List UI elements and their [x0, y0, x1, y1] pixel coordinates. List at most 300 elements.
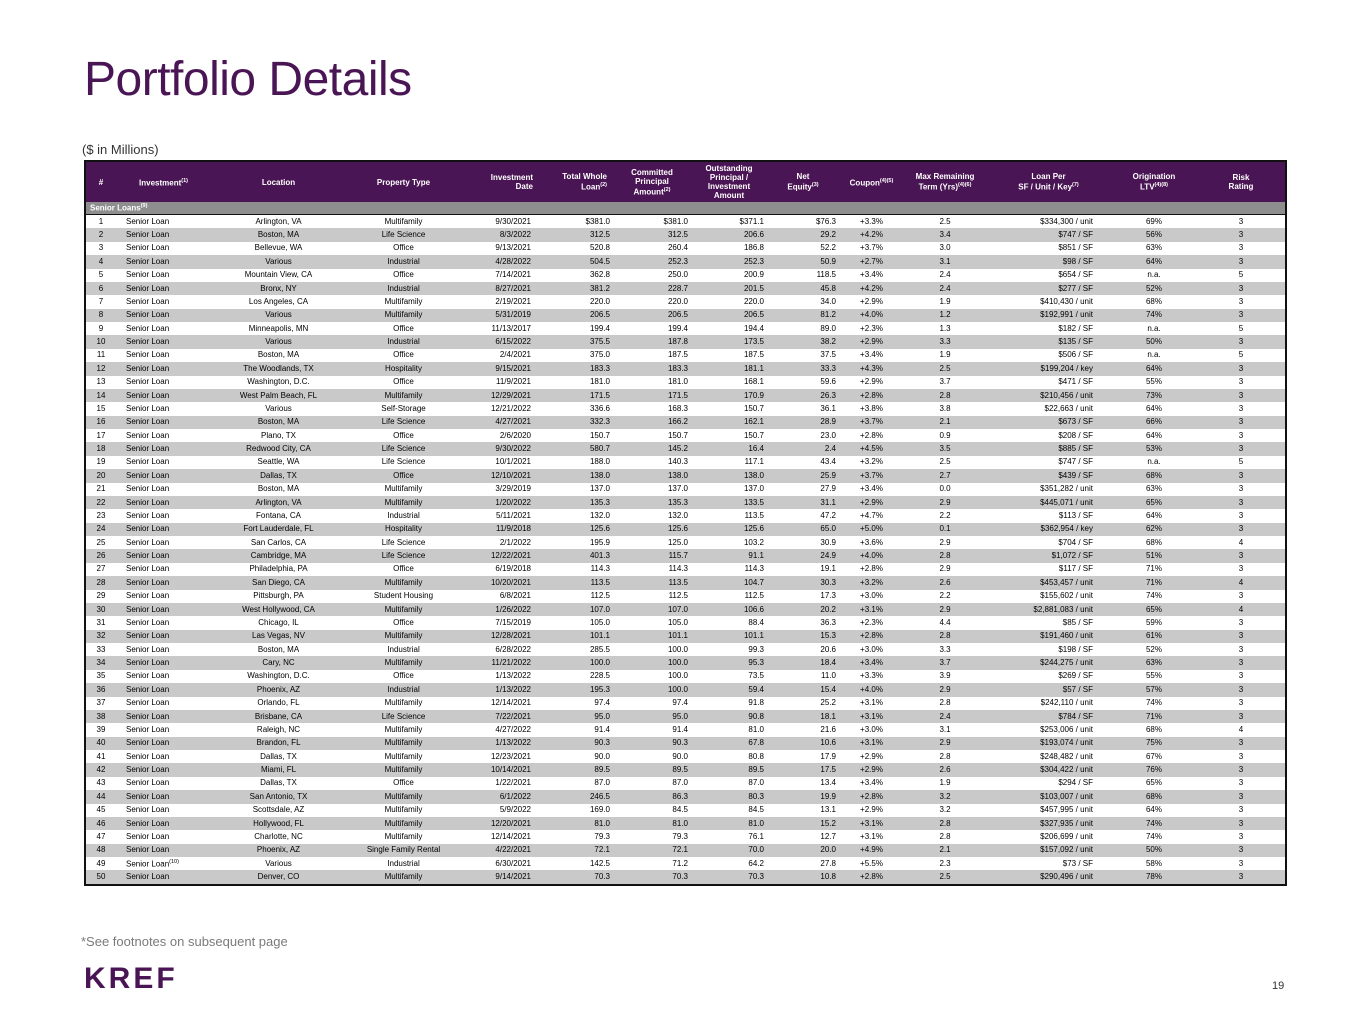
coupon-cell: +5.0%	[839, 523, 904, 536]
origination-ltv-cell: 74%	[1111, 817, 1197, 830]
coupon-cell: +4.2%	[839, 282, 904, 295]
row-number: 43	[96, 778, 106, 788]
loan-per-cell: $22,663 / unit	[1044, 403, 1093, 413]
property-type-cell: Office	[393, 323, 414, 333]
table-row	[86, 656, 1285, 669]
coupon-cell: +3.0%	[860, 591, 883, 601]
table-row	[86, 590, 1285, 603]
total-whole-loan-cell: 138.0	[541, 469, 613, 482]
investment-date-cell: 1/26/2022	[461, 603, 541, 616]
row-number: 11	[96, 350, 106, 360]
table-row	[86, 670, 1285, 683]
investment-cell: Senior Loan	[116, 442, 211, 455]
location-cell: Boston, MA	[211, 416, 346, 429]
committed-principal-cell: 100.0	[613, 656, 691, 669]
committed-principal-cell: 145.2	[613, 442, 691, 455]
property-type-cell: Office	[393, 671, 414, 681]
loan-per-cell: $113 / SF	[1058, 510, 1093, 520]
max-term-cell: 2.6	[904, 576, 986, 589]
risk-rating-cell: 3	[1197, 549, 1285, 562]
investment-date-cell: 12/28/2021	[461, 630, 541, 643]
total-whole-loan-cell: 206.5	[541, 309, 613, 322]
property-type-cell: Multifamily	[384, 751, 423, 761]
property-type-cell: Student Housing	[373, 591, 434, 601]
header-property-type: Property Type	[346, 162, 461, 202]
loan-per-cell: $704 / SF	[1058, 537, 1093, 547]
location-cell: Washington, D.C.	[247, 377, 310, 387]
investment-cell: Senior Loan	[126, 510, 170, 520]
outstanding-principal-cell: 76.1	[748, 831, 764, 841]
outstanding-principal-cell: 67.8	[691, 737, 767, 750]
outstanding-principal-cell: 70.0	[691, 844, 767, 857]
investment-date-cell: 9/30/2021	[495, 216, 531, 226]
net-equity-cell: 36.3	[820, 617, 836, 627]
outstanding-principal-cell: 206.5	[691, 309, 767, 322]
origination-ltv-cell: 75%	[1111, 737, 1197, 750]
coupon-cell: +2.9%	[860, 296, 883, 306]
property-type-cell: Multifamily	[346, 870, 461, 883]
investment-cell: Senior Loan	[126, 751, 170, 761]
coupon-cell: +3.7%	[839, 416, 904, 429]
coupon-cell: +3.1%	[860, 698, 883, 708]
investment-date-cell: 11/9/2021	[496, 377, 531, 387]
committed-principal-cell: 187.5	[667, 350, 688, 360]
table-row	[86, 804, 1285, 817]
origination-ltv-cell: 50%	[1111, 335, 1197, 348]
origination-ltv-cell: 68%	[1145, 724, 1162, 734]
investment-date-cell: 1/20/2022	[461, 496, 541, 509]
coupon-cell: +4.5%	[839, 442, 904, 455]
investment-cell: Senior Loan	[126, 216, 170, 226]
origination-ltv-cell: 74%	[1145, 591, 1162, 601]
table-row	[86, 857, 1285, 870]
investment-date-cell: 2/1/2022	[499, 537, 531, 547]
total-whole-loan-cell: 101.1	[541, 630, 613, 643]
max-term-cell: 1.9	[939, 778, 951, 788]
investment-date-cell: 1/13/2022	[461, 683, 541, 696]
total-whole-loan-cell: 188.0	[589, 457, 610, 467]
investment-cell: Senior Loan	[126, 591, 170, 601]
net-equity-cell: 13.4	[820, 778, 836, 788]
risk-rating-cell: 4	[1197, 603, 1285, 616]
units-subtitle: ($ in Millions)	[82, 142, 159, 157]
coupon-cell: +3.2%	[839, 576, 904, 589]
row-number: 41	[96, 751, 106, 761]
table-row	[86, 483, 1285, 496]
net-equity-cell: 33.3	[767, 362, 839, 375]
coupon-cell: +2.3%	[860, 617, 883, 627]
loan-per-cell: $294 / SF	[1058, 778, 1093, 788]
location-cell: Cary, NC	[211, 656, 346, 669]
risk-rating-cell: 3	[1197, 442, 1285, 455]
loan-per-cell: $654 / SF	[1058, 270, 1093, 280]
total-whole-loan-cell: 87.0	[594, 778, 610, 788]
property-type-cell: Office	[393, 243, 414, 253]
origination-ltv-cell: 50%	[1111, 844, 1197, 857]
table-row	[86, 750, 1285, 763]
table-row	[86, 255, 1285, 268]
investment-date-cell: 6/30/2021	[495, 858, 531, 868]
investment-date-cell: 8/3/2022	[461, 228, 541, 241]
location-cell: Orlando, FL	[257, 698, 300, 708]
property-type-cell: Multifamily	[346, 656, 461, 669]
risk-rating-cell: 3	[1238, 671, 1244, 681]
footnote: *See footnotes on subsequent page	[81, 934, 288, 949]
investment-date-cell: 4/27/2022	[495, 724, 531, 734]
property-type-cell: Office	[393, 350, 414, 360]
investment-cell: Senior Loan	[126, 698, 170, 708]
max-term-cell: 2.6	[904, 763, 986, 776]
location-cell: Various	[265, 403, 292, 413]
coupon-cell: +4.3%	[839, 362, 904, 375]
risk-rating-cell: 3	[1197, 362, 1285, 375]
outstanding-principal-cell: 112.5	[744, 591, 764, 601]
investment-date-cell: 12/10/2021	[461, 469, 541, 482]
loan-per-cell: $747 / SF	[986, 228, 1111, 241]
max-term-cell: 2.8	[904, 630, 986, 643]
investment-date-cell: 6/19/2018	[495, 564, 531, 574]
row-number: 37	[96, 698, 106, 708]
max-term-cell: 2.8	[904, 389, 986, 402]
kref-logo: KREF	[84, 962, 178, 995]
max-term-cell: 2.4	[904, 282, 986, 295]
net-equity-cell: 65.0	[767, 523, 839, 536]
row-number: 21	[96, 484, 106, 494]
origination-ltv-cell: 68%	[1111, 790, 1197, 803]
location-cell: Pittsburgh, PA	[253, 591, 304, 601]
row-number: 34	[86, 656, 116, 669]
net-equity-cell: 30.3	[767, 576, 839, 589]
table-row	[86, 536, 1285, 549]
row-number: 46	[86, 817, 116, 830]
row-number: 24	[86, 523, 116, 536]
total-whole-loan-cell: 312.5	[541, 228, 613, 241]
max-term-cell: 1.2	[904, 309, 986, 322]
table-row	[86, 763, 1285, 776]
risk-rating-cell: 3	[1197, 790, 1285, 803]
property-type-cell: Multifamily	[384, 216, 423, 226]
loan-per-cell: $410,430 / unit	[1040, 296, 1093, 306]
total-whole-loan-cell: 362.8	[589, 270, 610, 280]
total-whole-loan-cell: 132.0	[589, 510, 610, 520]
origination-ltv-cell: 51%	[1111, 549, 1197, 562]
outstanding-principal-cell: 89.5	[691, 763, 767, 776]
origination-ltv-cell: 63%	[1145, 484, 1162, 494]
committed-principal-cell: 100.0	[667, 671, 688, 681]
property-type-cell: Industrial	[346, 282, 461, 295]
total-whole-loan-cell: 70.3	[541, 870, 613, 883]
coupon-cell: +4.2%	[839, 228, 904, 241]
net-equity-cell: 27.9	[820, 484, 836, 494]
location-cell: Dallas, TX	[211, 469, 346, 482]
investment-cell: Senior Loan	[116, 576, 211, 589]
outstanding-principal-cell: 95.3	[691, 656, 767, 669]
loan-per-cell: $784 / SF	[986, 710, 1111, 723]
table-row	[86, 442, 1285, 455]
committed-principal-cell: 90.0	[672, 751, 688, 761]
investment-date-cell: 12/23/2021	[490, 751, 531, 761]
outstanding-principal-cell: 16.4	[691, 442, 767, 455]
committed-principal-cell: 250.0	[667, 270, 688, 280]
investment-cell: Senior Loan	[126, 430, 170, 440]
coupon-cell: +3.0%	[860, 724, 883, 734]
coupon-cell: +2.9%	[860, 805, 883, 815]
net-equity-cell: 34.0	[820, 296, 836, 306]
table-row	[86, 269, 1285, 282]
max-term-cell: 2.8	[939, 751, 951, 761]
investment-cell: Senior Loan	[126, 403, 170, 413]
loan-per-cell: $193,074 / unit	[986, 737, 1111, 750]
max-term-cell: 2.8	[904, 817, 986, 830]
coupon-cell: +3.4%	[860, 484, 883, 494]
max-term-cell: 3.3	[904, 335, 986, 348]
investment-cell: Senior Loan	[116, 763, 211, 776]
net-equity-cell: 59.6	[820, 377, 836, 387]
risk-rating-cell: 3	[1197, 335, 1285, 348]
outstanding-principal-cell: 170.9	[691, 389, 767, 402]
total-whole-loan-cell: 114.3	[590, 564, 610, 574]
location-cell: West Hollywood, CA	[211, 603, 346, 616]
total-whole-loan-cell: 520.8	[589, 243, 610, 253]
property-type-cell: Hospitality	[346, 523, 461, 536]
committed-principal-cell: 150.7	[667, 430, 688, 440]
coupon-cell: +3.1%	[860, 831, 883, 841]
location-cell: Denver, CO	[211, 870, 346, 883]
location-cell: Charlotte, NC	[254, 831, 303, 841]
row-number: 8	[86, 309, 116, 322]
risk-rating-cell: 3	[1238, 216, 1244, 226]
outstanding-principal-cell: 125.6	[691, 523, 767, 536]
investment-date-cell: 10/20/2021	[461, 576, 541, 589]
committed-principal-cell: 89.5	[613, 763, 691, 776]
location-cell: Various	[211, 255, 346, 268]
coupon-cell: +3.1%	[839, 737, 904, 750]
property-type-cell: Multifamily	[384, 831, 423, 841]
coupon-cell: +4.0%	[839, 309, 904, 322]
table-row	[86, 790, 1285, 803]
risk-rating-cell: 4	[1238, 724, 1244, 734]
coupon-cell: +2.8%	[860, 564, 883, 574]
loan-per-cell: $98 / SF	[986, 255, 1111, 268]
loan-per-cell: $192,991 / unit	[986, 309, 1111, 322]
origination-ltv-cell: 57%	[1111, 683, 1197, 696]
total-whole-loan-cell: $381.0	[585, 216, 610, 226]
origination-ltv-cell: 71%	[1111, 710, 1197, 723]
row-number: 1	[98, 216, 104, 226]
table-row	[86, 576, 1285, 589]
total-whole-loan-cell: 332.3	[541, 416, 613, 429]
outstanding-principal-cell: 64.2	[748, 858, 764, 868]
loan-per-cell: $206,699 / unit	[1040, 831, 1093, 841]
risk-rating-cell: 3	[1197, 656, 1285, 669]
investment-date-cell: 4/27/2021	[461, 416, 541, 429]
table-row	[86, 228, 1285, 241]
investment-cell: Senior Loan	[126, 564, 170, 574]
location-cell: Dallas, TX	[260, 778, 297, 788]
investment-cell: Senior Loan	[116, 630, 211, 643]
location-cell: West Palm Beach, FL	[211, 389, 346, 402]
table-row	[86, 389, 1285, 402]
origination-ltv-cell: 65%	[1111, 496, 1197, 509]
max-term-cell: 0.1	[904, 523, 986, 536]
max-term-cell: 2.5	[939, 216, 951, 226]
risk-rating-cell: 3	[1238, 591, 1244, 601]
outstanding-principal-cell: 162.1	[691, 416, 767, 429]
outstanding-principal-cell: 117.1	[744, 457, 764, 467]
location-cell: Fort Lauderdale, FL	[211, 523, 346, 536]
net-equity-cell: 118.5	[816, 270, 836, 280]
origination-ltv-cell: 58%	[1145, 858, 1162, 868]
header-coupon: Coupon$^{(4)(5)}$	[839, 162, 904, 202]
investment-cell: Senior Loan	[126, 644, 170, 654]
committed-principal-cell: 71.2	[672, 858, 688, 868]
row-number: 25	[96, 537, 106, 547]
origination-ltv-cell: 64%	[1111, 255, 1197, 268]
location-cell: Raleigh, NC	[256, 724, 301, 734]
table-row	[86, 349, 1285, 362]
risk-rating-cell: 3	[1197, 282, 1285, 295]
coupon-cell: +3.4%	[860, 350, 883, 360]
property-type-cell: Multifamily	[346, 630, 461, 643]
committed-principal-cell: 72.1	[613, 844, 691, 857]
committed-principal-cell: 125.6	[613, 523, 691, 536]
investment-cell: Senior Loan	[116, 790, 211, 803]
outstanding-principal-cell: 101.1	[691, 630, 767, 643]
total-whole-loan-cell: 81.0	[541, 817, 613, 830]
net-equity-cell: 38.2	[767, 335, 839, 348]
risk-rating-cell: 3	[1197, 389, 1285, 402]
table-row	[86, 402, 1285, 415]
risk-rating-cell: 3	[1197, 683, 1285, 696]
outstanding-principal-cell: 181.1	[691, 362, 767, 375]
coupon-cell: +3.1%	[839, 817, 904, 830]
origination-ltv-cell: 66%	[1111, 416, 1197, 429]
location-cell: Arlington, VA	[211, 496, 346, 509]
table-row	[86, 697, 1285, 710]
max-term-cell: 2.5	[904, 362, 986, 375]
max-term-cell: 2.5	[904, 870, 986, 883]
total-whole-loan-cell: 195.9	[589, 537, 610, 547]
coupon-cell: +4.0%	[839, 683, 904, 696]
outstanding-principal-cell: 81.0	[691, 817, 767, 830]
investment-cell: Senior Loan	[116, 469, 211, 482]
table-row	[86, 683, 1285, 696]
row-number: 15	[96, 403, 106, 413]
outstanding-principal-cell: 81.0	[748, 724, 764, 734]
row-number: 50	[86, 870, 116, 883]
outstanding-principal-cell: 106.6	[691, 603, 767, 616]
loan-per-cell: $199,204 / key	[986, 362, 1111, 375]
investment-cell: Senior Loan	[116, 228, 211, 241]
risk-rating-cell: 3	[1238, 296, 1244, 306]
net-equity-cell: 27.8	[820, 858, 836, 868]
net-equity-cell: 31.1	[767, 496, 839, 509]
outstanding-principal-cell: 206.6	[691, 228, 767, 241]
investment-date-cell: 6/28/2022	[495, 644, 531, 654]
net-equity-cell: 25.9	[767, 469, 839, 482]
committed-principal-cell: 220.0	[667, 296, 688, 306]
investment-date-cell: 2/19/2021	[495, 296, 531, 306]
investment-cell: Senior Loan	[116, 523, 211, 536]
location-cell: Brisbane, CA	[211, 710, 346, 723]
coupon-cell: +3.7%	[860, 243, 883, 253]
committed-principal-cell: 84.5	[672, 805, 688, 815]
origination-ltv-cell: 64%	[1145, 403, 1162, 413]
loan-per-cell: $191,460 / unit	[986, 630, 1111, 643]
table-row	[86, 723, 1285, 736]
net-equity-cell: 25.2	[820, 698, 836, 708]
max-term-cell: 2.7	[904, 469, 986, 482]
origination-ltv-cell: 59%	[1145, 617, 1162, 627]
outstanding-principal-cell: $371.1	[739, 216, 764, 226]
risk-rating-cell: 5	[1238, 350, 1244, 360]
net-equity-cell: 15.2	[767, 817, 839, 830]
location-cell: Boston, MA	[257, 644, 300, 654]
total-whole-loan-cell: 72.1	[541, 844, 613, 857]
total-whole-loan-cell: 91.4	[594, 724, 610, 734]
loan-per-cell: $290,496 / unit	[986, 870, 1111, 883]
origination-ltv-cell: n.a.	[1147, 323, 1161, 333]
location-cell: Arlington, VA	[255, 216, 302, 226]
outstanding-principal-cell: 99.3	[748, 644, 764, 654]
investment-cell: Senior Loan	[126, 243, 170, 253]
coupon-cell: +2.8%	[839, 870, 904, 883]
risk-rating-cell: 3	[1197, 817, 1285, 830]
location-cell: Los Angeles, CA	[248, 296, 309, 306]
coupon-cell: +2.9%	[839, 763, 904, 776]
row-number: 38	[86, 710, 116, 723]
risk-rating-cell: 3	[1238, 831, 1244, 841]
total-whole-loan-cell: 169.0	[589, 805, 610, 815]
total-whole-loan-cell: 125.6	[541, 523, 613, 536]
net-equity-cell: 52.2	[820, 243, 836, 253]
max-term-cell: 2.4	[939, 270, 951, 280]
coupon-cell: +3.4%	[860, 270, 883, 280]
origination-ltv-cell: 69%	[1145, 216, 1162, 226]
committed-principal-cell: 101.1	[613, 630, 691, 643]
loan-per-cell: $1,072 / SF	[986, 549, 1111, 562]
origination-ltv-cell: 67%	[1145, 751, 1162, 761]
origination-ltv-cell: 64%	[1145, 430, 1162, 440]
table-row	[86, 523, 1285, 536]
investment-cell: Senior Loan	[126, 724, 170, 734]
row-number: 9	[98, 323, 104, 333]
total-whole-loan-cell: 183.3	[541, 362, 613, 375]
row-number: 49	[96, 858, 106, 868]
outstanding-principal-cell: 104.7	[691, 576, 767, 589]
header-net-equity: Net Equity$^{(3)}$	[767, 162, 839, 202]
origination-ltv-cell: 68%	[1111, 469, 1197, 482]
table-row	[86, 376, 1285, 389]
row-number: 32	[86, 630, 116, 643]
loan-per-cell: $2,881,083 / unit	[986, 603, 1111, 616]
location-cell: Dallas, TX	[260, 751, 297, 761]
risk-rating-cell: 4	[1197, 576, 1285, 589]
outstanding-principal-cell: 133.5	[691, 496, 767, 509]
risk-rating-cell: 3	[1238, 564, 1244, 574]
max-term-cell: 3.1	[939, 724, 951, 734]
origination-ltv-cell: 56%	[1111, 228, 1197, 241]
coupon-cell: +2.7%	[839, 255, 904, 268]
total-whole-loan-cell: 375.5	[541, 335, 613, 348]
property-type-cell: Life Science	[346, 549, 461, 562]
location-cell: Various	[265, 858, 292, 868]
table-row	[86, 830, 1285, 843]
committed-principal-cell: 86.3	[613, 790, 691, 803]
header-origination-ltv: Origination $LTV^{(4)(8)}$	[1111, 162, 1197, 202]
property-type-cell: Multifamily	[384, 296, 423, 306]
location-cell: San Diego, CA	[211, 576, 346, 589]
